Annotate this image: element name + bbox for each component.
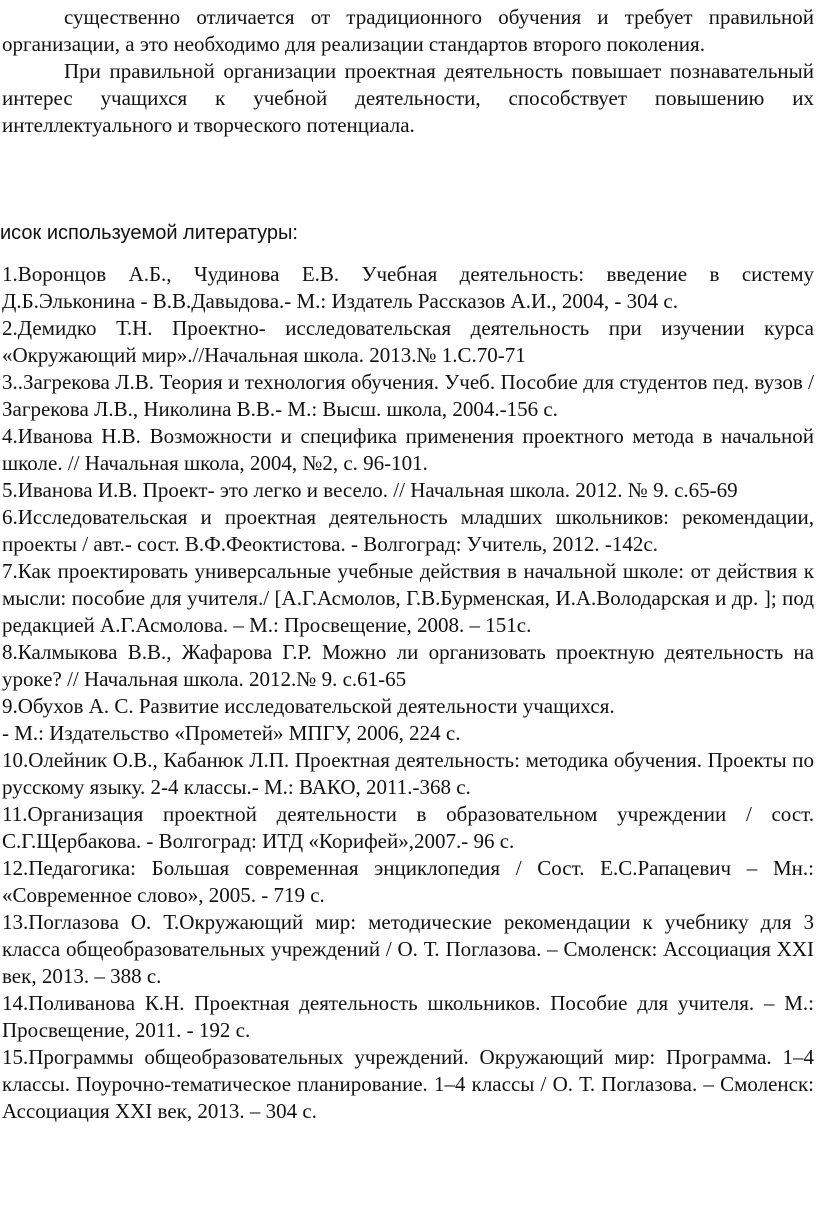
reference-item: 14.Поливанова К.Н. Проектная деятельность школьников. Пособие для учителя. – М.: Просвещение, 2011. - 192 с. [2, 991, 814, 1042]
reference-item: 12.Педагогика: Большая современная энциклопедия / Сост. Е.С.Рапацевич – Мн.: «Современное слово», 2005. - 719 с. [2, 856, 814, 907]
reference-item: 13.Поглазова О. Т.Окружающий мир: методические рекомендации к учебнику для 3 класса общеобразовательных учреждений / О. Т. Поглазова. – Смоленск: Ассоциация XXI век, 2013. – 388 с. [2, 910, 814, 988]
references-list [2, 261, 814, 1125]
intro-paragraph-1: существенно отличается от традиционного обучения и требует правильной организации, а это необходимо для реализации стандартов второго поколения. [2, 5, 814, 56]
reference-item: 3..Загрекова Л.В. Теория и технология обучения. Учеб. Пособие для студентов пед. вузов / Загрекова Л.В., Николина В.В.- М.: Высш. школа, 2004.-156 с. [2, 370, 814, 421]
intro-paragraph-2: При правильной организации проектная деятельность повышает познавательный интерес учащихся к учебной деятельности, способствует повышению их интеллектуального и творческого потенциала. [2, 59, 814, 137]
reference-item: 6.Исследовательская и проектная деятельность младших школьников: рекомендации, проекты / авт.- сост. В.Ф.Феоктистова. - Волгоград: Учитель, 2012. -142с. [2, 505, 814, 556]
reference-item: 5.Иванова И.В. Проект- это легко и весело. // Начальная школа. 2012. № 9. с.65-69 [2, 478, 738, 502]
reference-item: 11.Организация проектной деятельности в образовательном учреждении / сост. С.Г.Щербакова. - Волгоград: ИТД «Корифей»,2007.- 96 с. [2, 802, 814, 853]
reference-item: - М.: Издательство «Прометей» МПГУ, 2006, 224 с. [2, 721, 461, 745]
references-heading: исок используемой литературы: [0, 222, 298, 244]
reference-item: 1.Воронцов А.Б., Чудинова Е.В. Учебная деятельность: введение в систему Д.Б.Эльконина - В.В.Давыдова.- М.: Издатель Рассказов А.И., 2004, - 304 с. [2, 262, 814, 313]
reference-item: 4.Иванова Н.В. Возможности и специфика применения проектного метода в начальной школе. // Начальная школа, 2004, №2, с. 96-101. [2, 424, 814, 475]
reference-item: 10.Олейник О.В., Кабанюк Л.П. Проектная деятельность: методика обучения. Проекты по русскому языку. 2-4 классы.- М.: ВАКО, 2011.-368 с. [2, 748, 814, 799]
reference-item: 9.Обухов А. С. Развитие исследовательской деятельности учащихся. [2, 694, 615, 718]
reference-item: 7.Как проектировать универсальные учебные действия в начальной школе: от действия к мысли: пособие для учителя./ [А.Г.Асмолов, Г.В.Бурменская, И.А.Володарская и др. ]; под редакцией А.Г.Асмолова. – М.: Просвещение, 2008. – 151с. [2, 559, 814, 637]
reference-item: 2.Демидко Т.Н. Проектно- исследовательская деятельность при изучении курса «Окружающий мир».//Начальная школа. 2013.№ 1.С.70-71 [2, 316, 814, 367]
reference-item: 8.Калмыкова В.В., Жафарова Г.Р. Можно ли организовать проектную деятельность на уроке? // Начальная школа. 2012.№ 9. с.61-65 [2, 640, 814, 691]
reference-item: 15.Программы общеобразовательных учреждений. Окружающий мир: Программа. 1–4 классы. Поурочно-тематическое планирование. 1–4 классы / О. Т. Поглазова. – Смоленск: Ассоциация XXI век, 2013. – 304 с. [2, 1045, 814, 1123]
